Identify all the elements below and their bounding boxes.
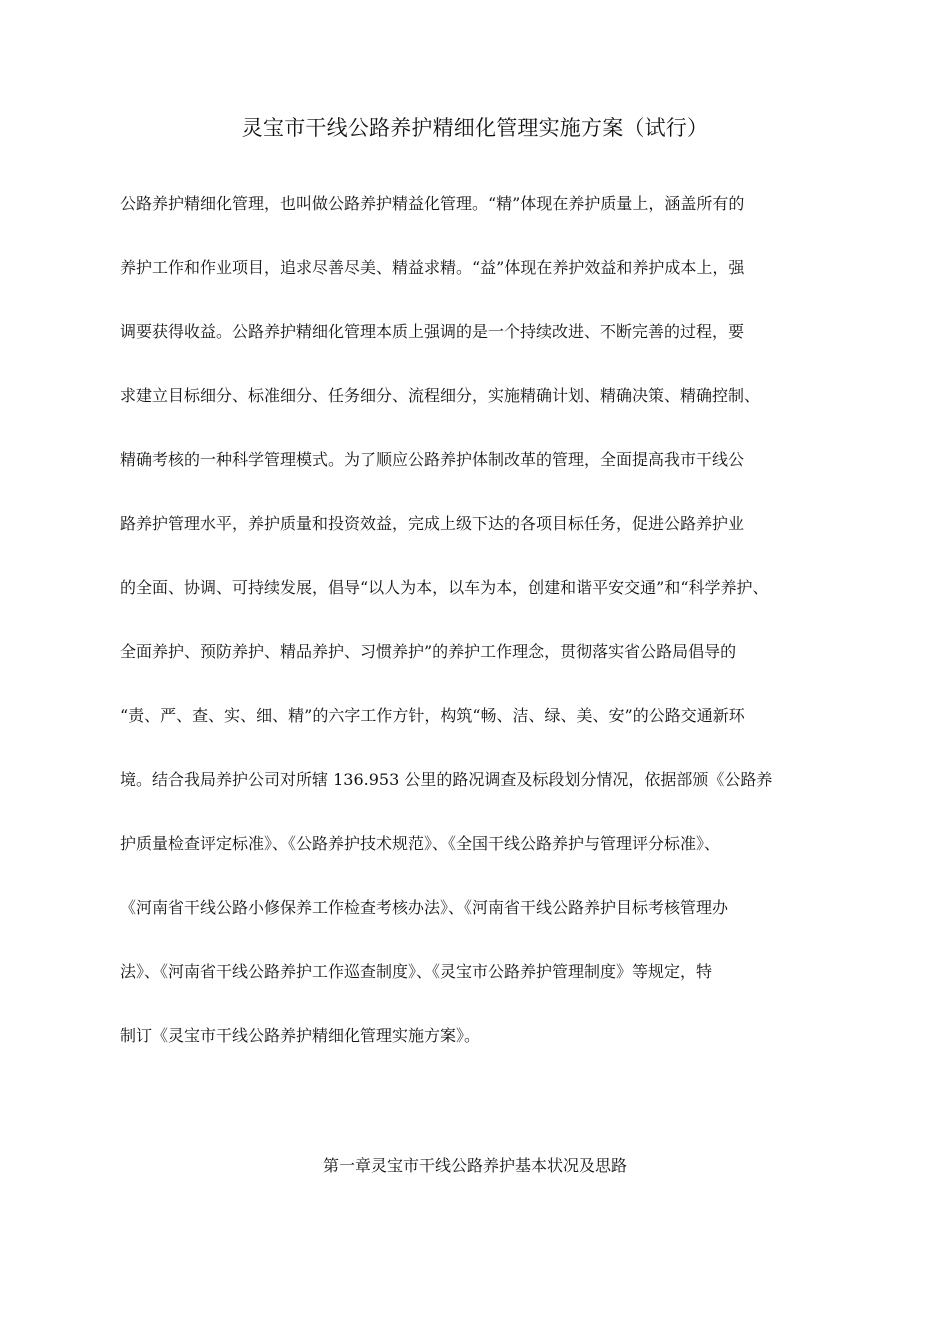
body-line: 路养护管理水平，养护质量和投资效益，完成上级下达的各项目标任务，促进公路养护业 <box>120 514 745 533</box>
chapter-heading: 第一章灵宝市干线公路养护基本状况及思路 <box>322 1156 627 1175</box>
body-line: 《河南省干线公路小修保养工作检查考核办法》、《河南省干线公路养护目标考核管理办 <box>120 898 729 917</box>
body-line: 公路养护精细化管理，也叫做公路养护精益化管理。“精”体现在养护质量上，涵盖所有的 <box>120 194 745 213</box>
body-line: 求建立目标细分、标准细分、任务细分、流程细分，实施精确计划、精确决策、精确控制、 <box>120 386 761 405</box>
body-line: 境。结合我局养护公司对所辖 136.953 公里的路况调查及标段划分情况，依据部颁《公路养 <box>120 770 773 789</box>
body-line: 调要获得收益。公路养护精细化管理本质上强调的是一个持续改进、不断完善的过程，要 <box>120 322 745 341</box>
body-line: 法》、《河南省干线公路养护工作巡查制度》、《灵宝市公路养护管理制度》等规定，特 <box>120 962 713 981</box>
body-line: 制订《灵宝市干线公路养护精细化管理实施方案》。 <box>120 1026 481 1045</box>
body-line: 护质量检查评定标准》、《公路养护技术规范》、《全国干线公路养护与管理评分标准》、 <box>120 834 721 853</box>
body-line: 全面养护、预防养护、精品养护、习惯养护”的养护工作理念，贯彻落实省公路局倡导的 <box>120 642 737 661</box>
document-title: 灵宝市干线公路养护精细化管理实施方案（试行） <box>241 116 709 140</box>
body-line: “责、严、查、实、细、精”的六字工作方针，构筑“畅、洁、绿、美、安”的公路交通新环 <box>120 706 745 725</box>
body-line: 精确考核的一种科学管理模式。为了顺应公路养护体制改革的管理，全面提高我市干线公 <box>120 450 745 469</box>
body-line: 养护工作和作业项目，追求尽善尽美、精益求精。“益”体现在养护效益和养护成本上，强 <box>120 258 745 277</box>
body-line: 的全面、协调、可持续发展，倡导“以人为本，以车为本，创建和谐平安交通”和“科学养护、 <box>120 578 769 597</box>
body-paragraph <box>120 188 840 1084</box>
